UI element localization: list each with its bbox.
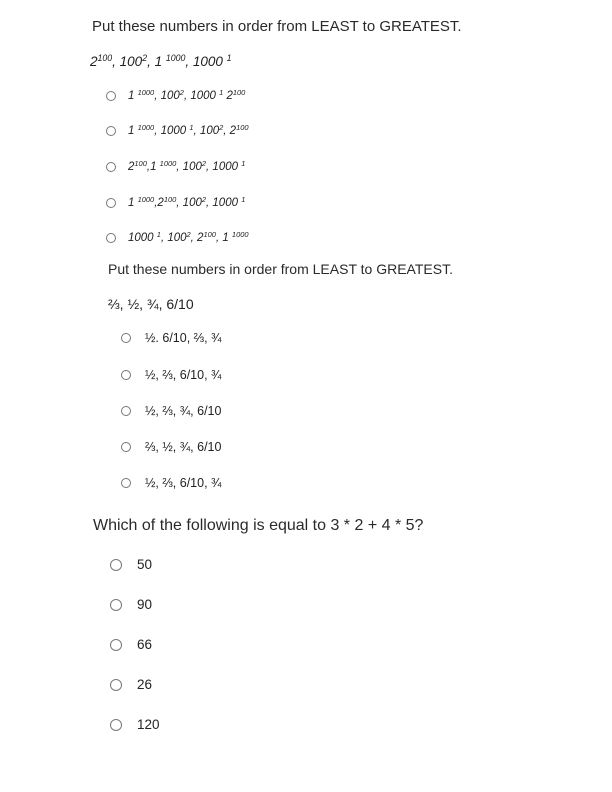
- option-label: 1000 $^1$, $100^2$, $2^{100}$, 1 $^{1000}$: [128, 229, 249, 244]
- option-label: 50: [137, 557, 153, 572]
- question-3-option-4[interactable]: [110, 677, 152, 692]
- radio-circle-icon[interactable]: [121, 370, 131, 380]
- option-label: ½, ⅔, 6/10, ¾: [145, 476, 222, 490]
- question-2-option-1[interactable]: [121, 331, 221, 345]
- radio-circle-icon[interactable]: [110, 559, 122, 571]
- question-1-expression: $2^{100}$, $100^2$, 1 $^{1000}$, 1000 $^1$: [90, 53, 232, 69]
- radio-circle-icon[interactable]: [106, 198, 116, 208]
- question-2-option-5[interactable]: [121, 476, 221, 490]
- option-label: $2^{100},1$ $^{1000}$, $100^2$, 1000 $^1$: [128, 158, 246, 173]
- question-1-option-3[interactable]: [106, 158, 246, 173]
- question-3-option-3[interactable]: [110, 637, 152, 652]
- radio-circle-icon[interactable]: [121, 478, 131, 488]
- option-label: 1 $^{1000}$, 1000 $^1$, $100^2$, $2^{100}$: [128, 122, 249, 137]
- option-label: 90: [137, 597, 153, 612]
- question-3-title: Which of the following is equal to 3 * 2 + 4 * 5?: [93, 517, 424, 534]
- radio-circle-icon[interactable]: [110, 599, 122, 611]
- option-label: ½, ⅔, 6/10, ¾: [145, 368, 222, 382]
- option-label: 1 $^{1000}$, $100^2$, 1000 $^1$ $2^{100}$: [128, 87, 246, 102]
- question-2-option-2[interactable]: [121, 368, 221, 382]
- radio-circle-icon[interactable]: [106, 162, 116, 172]
- radio-circle-icon[interactable]: [106, 91, 116, 101]
- question-1-option-5[interactable]: [106, 229, 249, 244]
- option-label: 120: [137, 717, 160, 732]
- option-label: ½. 6/10, ⅔, ¾: [145, 331, 222, 345]
- radio-circle-icon[interactable]: [110, 679, 122, 691]
- question-2-option-3[interactable]: [121, 404, 221, 418]
- question-1-option-1[interactable]: [106, 87, 246, 102]
- option-label: 66: [137, 637, 153, 652]
- option-label: 26: [137, 677, 153, 692]
- radio-circle-icon[interactable]: [121, 442, 131, 452]
- radio-circle-icon[interactable]: [106, 233, 116, 243]
- option-label: ½, ⅔, ¾, 6/10: [145, 404, 222, 418]
- question-3-option-2[interactable]: [110, 597, 152, 612]
- question-1-option-4[interactable]: [106, 194, 246, 209]
- question-1-option-2[interactable]: [106, 122, 249, 137]
- radio-circle-icon[interactable]: [110, 719, 122, 731]
- question-3-option-1[interactable]: [110, 557, 152, 572]
- question-2-option-4[interactable]: [121, 440, 221, 454]
- radio-circle-icon[interactable]: [110, 639, 122, 651]
- radio-circle-icon[interactable]: [121, 406, 131, 416]
- question-3-option-5[interactable]: [110, 717, 160, 732]
- question-2-expression: ⅔, ½, ¾, 6/10: [108, 296, 194, 312]
- radio-circle-icon[interactable]: [106, 126, 116, 136]
- question-2-title: Put these numbers in order from LEAST to GREATEST.: [108, 261, 453, 277]
- option-label: ⅔, ½, ¾, 6/10: [145, 440, 222, 454]
- radio-circle-icon[interactable]: [121, 333, 131, 343]
- option-label: 1 $^{1000},2^{100}$, $100^2$, 1000 $^1$: [128, 194, 246, 209]
- question-1-title: Put these numbers in order from LEAST to GREATEST.: [92, 18, 462, 35]
